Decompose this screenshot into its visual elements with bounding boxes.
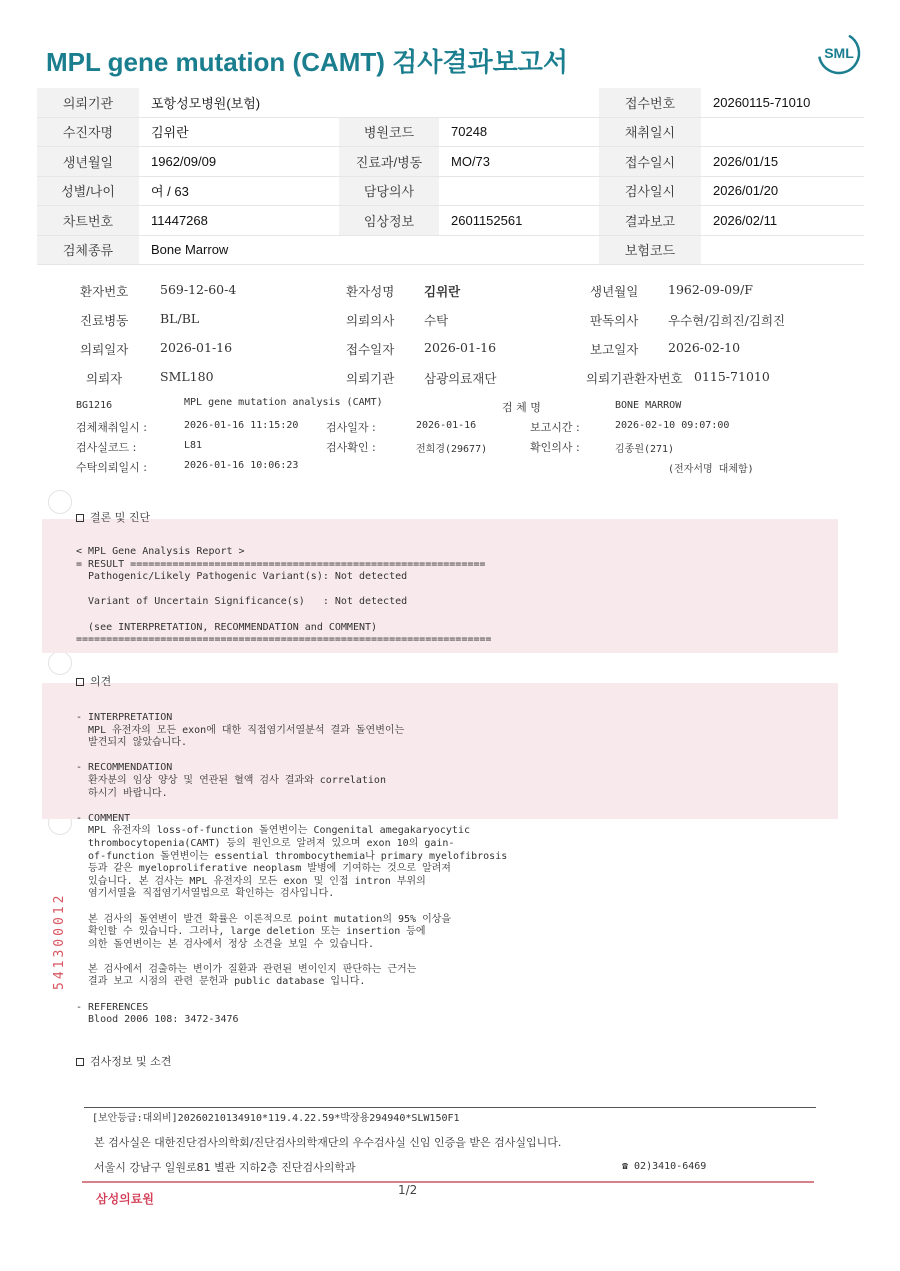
header-row	[37, 117, 864, 147]
header-value: 11447268	[139, 206, 339, 236]
testdate-value: 2026-01-16	[416, 420, 477, 431]
testdate-label: 검사일자 :	[326, 421, 376, 434]
header-label: 수진자명	[37, 117, 139, 147]
test-name: MPL gene mutation analysis (CAMT)	[184, 397, 383, 408]
header-label: 차트번호	[37, 206, 139, 236]
header-row	[37, 147, 864, 177]
header-value	[439, 176, 599, 206]
address-text: 서울시 강남구 일원로81 별관 지하2층 진단검사의학과	[94, 1161, 356, 1174]
info-value: 1962-09-09/F	[668, 282, 753, 297]
header-row	[37, 176, 864, 206]
header-label: 임상정보	[339, 206, 439, 236]
info-label: 의뢰자	[86, 371, 123, 386]
header-value: MO/73	[439, 147, 599, 177]
footer-red-rule	[82, 1181, 814, 1183]
confirm-label: 검사확인 :	[326, 441, 376, 454]
info-label: 의뢰일자	[80, 342, 129, 357]
header-value: 김위란	[139, 117, 339, 147]
info-label: 생년월일	[590, 284, 639, 299]
info-value: 0115-71010	[694, 369, 770, 384]
info-label: 접수일자	[346, 342, 395, 357]
scanned-report	[0, 265, 900, 1225]
conclusion-text: < MPL Gene Analysis Report > = RESULT =========================================================== Pathogenic/Likely Pathogenic Variant(s): Not detected Variant of Uncertain Significance(s) : Not detected (see INTERPRETATION, RECOMMENDATION and COMMENT) =====================================================================	[76, 546, 492, 646]
header-value	[701, 117, 864, 147]
info-value: 569-12-60-4	[160, 282, 237, 297]
header-value	[701, 235, 864, 265]
header-label: 성별/나이	[37, 176, 139, 206]
header-value: Bone Marrow	[139, 235, 599, 265]
barcode-number: 541300012	[52, 892, 67, 990]
opinion-text: - INTERPRETATION MPL 유전자의 모든 exon에 대한 직접염기서열분석 결과 돌연변이는 발견되지 않았습니다. - RECOMMENDATION 환자분의 임상 양상 및 연관된 혈액 검사 결과와 correlation 하시기 바랍니다. - COMMENT MPL 유전자의 loss-of-function 돌연변이는 Congenital amegakaryocytic thrombocytopenia(CAMT) 등의 원인으로 알려져 있으며 exon 10의 gain- of-function 돌연변이는 essential thrombocythemia나 primary myelofibrosis 등과 같은 myeloproliferative neoplasm 발병에 기여하는 것으로 알려져 있습니다. 본 검사는 MPL 유전자의 모든 exon 및 인접 intron 부위의 염기서열을 직접염기서열법으로 확인하는 검사입니다. 본 검사의 돌연변이 발견 확률은 이론적으로 point mutation의 95% 이상을 확인할 수 있습니다. 그러나, large deletion 또는 insertion 등에 의한 돌연변이는 본 검사에서 정상 소견을 보일 수 있습니다. 본 검사에서 검출하는 변이가 질환과 관련된 변이인지 판단하는 근거는 결과 보고 시점의 관련 문헌과 public database 입니다. - REFERENCES Blood 2006 108: 3472-3476	[76, 712, 508, 1026]
header-label: 생년월일	[37, 147, 139, 177]
info-label: 의뢰기관환자번호	[586, 371, 683, 386]
hospital-logo: 삼성의료원	[96, 1192, 154, 1206]
header-label: 보험코드	[599, 235, 701, 265]
header-label: 의뢰기관	[37, 88, 139, 117]
header-label: 병원코드	[339, 117, 439, 147]
punch-hole	[48, 490, 72, 514]
esign-note: (전자서명 대체함)	[668, 464, 754, 475]
security-line: [보안등급:대외비]20260210134910*119.4.22.59*박장용294940*SLW150F1	[92, 1113, 460, 1124]
reporttime-value: 2026-02-10 09:07:00	[615, 420, 730, 431]
info-label: 보고일자	[590, 342, 639, 357]
header-label: 채취일시	[599, 117, 701, 147]
conclusion-heading: 결론 및 진단	[76, 509, 150, 525]
header-value: 2026/01/20	[701, 176, 864, 206]
info-label: 의뢰의사	[346, 313, 395, 328]
info-value: BL/BL	[160, 311, 200, 326]
info-value: 수탁	[424, 313, 449, 328]
certification-text: 본 검사실은 대한진단검사의학회/진단검사의학재단의 우수검사실 신임 인증을 받은 검사실입니다.	[94, 1136, 562, 1149]
checkbox-icon	[76, 1058, 84, 1066]
header-row	[37, 235, 864, 265]
entrust-label: 수탁의뢰일시 :	[76, 461, 147, 474]
info-value: 2026-01-16	[160, 340, 233, 355]
checkbox-icon	[76, 678, 84, 686]
info-value: 삼광의료재단	[424, 371, 497, 386]
report-title: MPL gene mutation (CAMT) 검사결과보고서	[46, 47, 568, 77]
header-label: 담당의사	[339, 176, 439, 206]
checkbox-icon	[76, 514, 84, 522]
info-label: 환자성명	[346, 284, 395, 299]
header-label: 검체종류	[37, 235, 139, 265]
room-label: 검사실코드 :	[76, 441, 137, 454]
test-code: BG1216	[76, 400, 113, 411]
info-value: 김위란	[424, 284, 461, 299]
phone-text: ☎ 02)3410-6469	[622, 1161, 707, 1172]
doctor-value: 김종원(271)	[615, 444, 675, 455]
header-value: 2026/01/15	[701, 147, 864, 177]
header-value: 여 / 63	[139, 176, 339, 206]
header-value: 70248	[439, 117, 599, 147]
specimen-label: 검 체 명	[502, 401, 541, 414]
header-value: 1962/09/09	[139, 147, 339, 177]
svg-text:SML: SML	[824, 45, 854, 61]
entrust-value: 2026-01-16 10:06:23	[184, 460, 299, 471]
room-value: L81	[184, 440, 203, 451]
collect-label: 검체채취일시 :	[76, 421, 147, 434]
collect-value: 2026-01-16 11:15:20	[184, 420, 299, 431]
sml-logo	[816, 30, 862, 76]
confirm-value: 전희경(29677)	[416, 444, 488, 455]
header-label: 진료과/병동	[339, 147, 439, 177]
header-row	[37, 206, 864, 236]
header-value: 2026/02/11	[701, 206, 864, 236]
header-label: 접수일시	[599, 147, 701, 177]
info-label: 판독의사	[590, 313, 639, 328]
doctor-label: 확인의사 :	[530, 441, 580, 454]
reporttime-label: 보고시간 :	[530, 421, 580, 434]
header-label: 접수번호	[599, 88, 701, 117]
info-heading: 검사정보 및 소견	[76, 1053, 171, 1069]
page-number: 1/2	[398, 1183, 418, 1197]
footer-rule	[84, 1107, 816, 1108]
patient-header-table	[37, 88, 864, 265]
specimen-value: BONE MARROW	[615, 400, 682, 411]
punch-hole	[48, 651, 72, 675]
header-value: 포항성모병원(보험)	[139, 88, 599, 117]
header-value: 20260115-71010	[701, 88, 864, 117]
info-label: 환자번호	[80, 284, 129, 299]
info-value: 2026-01-16	[424, 340, 497, 355]
header-row	[37, 88, 864, 117]
info-value: 우수현/김희진/김희진	[668, 313, 786, 328]
info-value: SML180	[160, 369, 214, 384]
info-label: 의뢰기관	[346, 371, 395, 386]
header-label: 검사일시	[599, 176, 701, 206]
info-value: 2026-02-10	[668, 340, 741, 355]
info-label: 진료병동	[80, 313, 129, 328]
header-label: 결과보고	[599, 206, 701, 236]
opinion-heading: 의견	[76, 673, 111, 689]
header-value: 2601152561	[439, 206, 599, 236]
